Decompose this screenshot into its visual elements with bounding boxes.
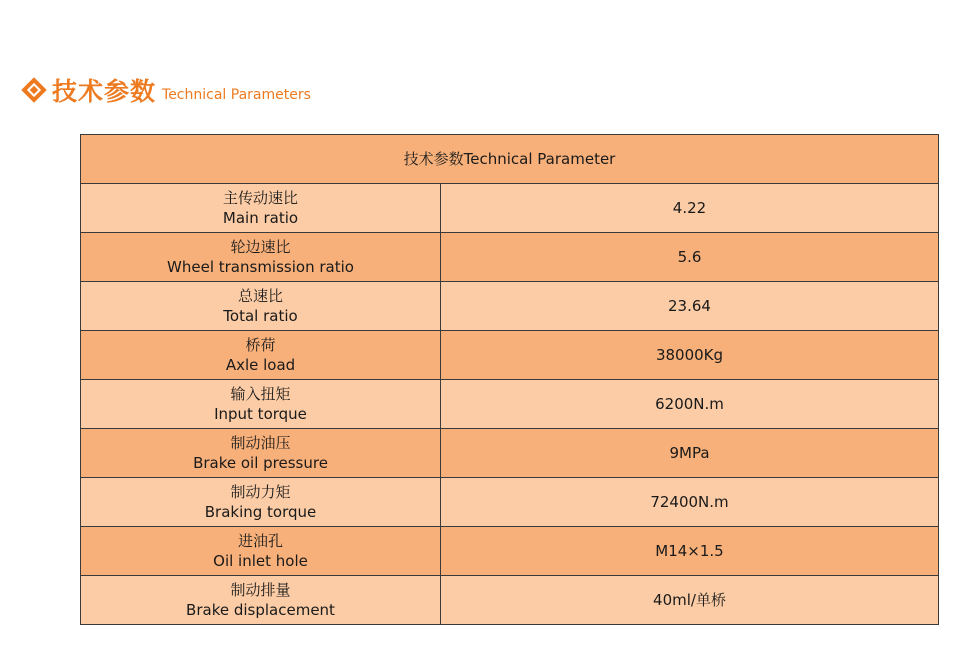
table-row xyxy=(81,478,939,527)
table-row xyxy=(81,380,939,429)
parameter-label-en: Main ratio xyxy=(222,209,299,227)
section-title-en: Technical Parameters xyxy=(162,87,311,103)
parameter-value: 5.6 xyxy=(441,233,939,282)
table-row xyxy=(81,576,939,625)
table-row xyxy=(81,282,939,331)
table-row xyxy=(81,184,939,233)
parameter-label xyxy=(81,478,441,527)
parameter-label xyxy=(81,380,441,429)
parameter-label-en: Total ratio xyxy=(223,307,298,325)
table-row xyxy=(81,331,939,380)
parameter-label xyxy=(81,429,441,478)
parameter-label-en: Braking torque xyxy=(204,503,317,521)
parameter-label-cn: 主传动速比 xyxy=(222,189,298,207)
parameter-label xyxy=(81,282,441,331)
parameter-label-cn: 输入扭矩 xyxy=(230,385,291,403)
table-row xyxy=(81,429,939,478)
parameter-value: 72400N.m xyxy=(441,478,939,527)
parameter-value: M14×1.5 xyxy=(441,527,939,576)
parameter-label xyxy=(81,527,441,576)
parameter-label xyxy=(81,233,441,282)
parameter-value: 9MPa xyxy=(441,429,939,478)
parameter-label-en: Input torque xyxy=(214,405,307,423)
table-header: 技术参数Technical Parameter xyxy=(81,135,939,184)
parameter-value: 23.64 xyxy=(441,282,939,331)
parameter-value: 4.22 xyxy=(441,184,939,233)
parameter-label xyxy=(81,184,441,233)
table-row xyxy=(81,233,939,282)
parameter-value: 40ml/单桥 xyxy=(441,576,939,625)
parameter-label-en: Axle load xyxy=(225,356,296,374)
parameter-label-cn: 总速比 xyxy=(237,287,283,305)
table-row xyxy=(81,527,939,576)
parameter-label-cn: 制动力矩 xyxy=(230,483,291,501)
parameter-label-en: Brake displacement xyxy=(186,601,335,619)
parameter-value: 38000Kg xyxy=(441,331,939,380)
parameter-label-cn: 桥荷 xyxy=(245,336,276,354)
section-title-cn: 技术参数 xyxy=(52,77,157,106)
section-heading xyxy=(22,72,311,108)
parameter-label-en: Oil inlet hole xyxy=(213,552,308,570)
parameter-label-en: Brake oil pressure xyxy=(193,454,328,472)
parameter-label-cn: 轮边速比 xyxy=(230,238,291,256)
parameters-table xyxy=(80,134,939,625)
parameter-label-cn: 制动油压 xyxy=(230,434,291,452)
parameter-label-en: Wheel transmission ratio xyxy=(167,258,354,276)
parameter-label xyxy=(81,331,441,380)
parameter-value: 6200N.m xyxy=(441,380,939,429)
parameter-label xyxy=(81,576,441,625)
parameter-label-cn: 进油孔 xyxy=(237,532,283,550)
table-header-row xyxy=(81,135,939,184)
diamond-icon xyxy=(22,78,46,102)
parameter-label-cn: 制动排量 xyxy=(230,581,291,599)
